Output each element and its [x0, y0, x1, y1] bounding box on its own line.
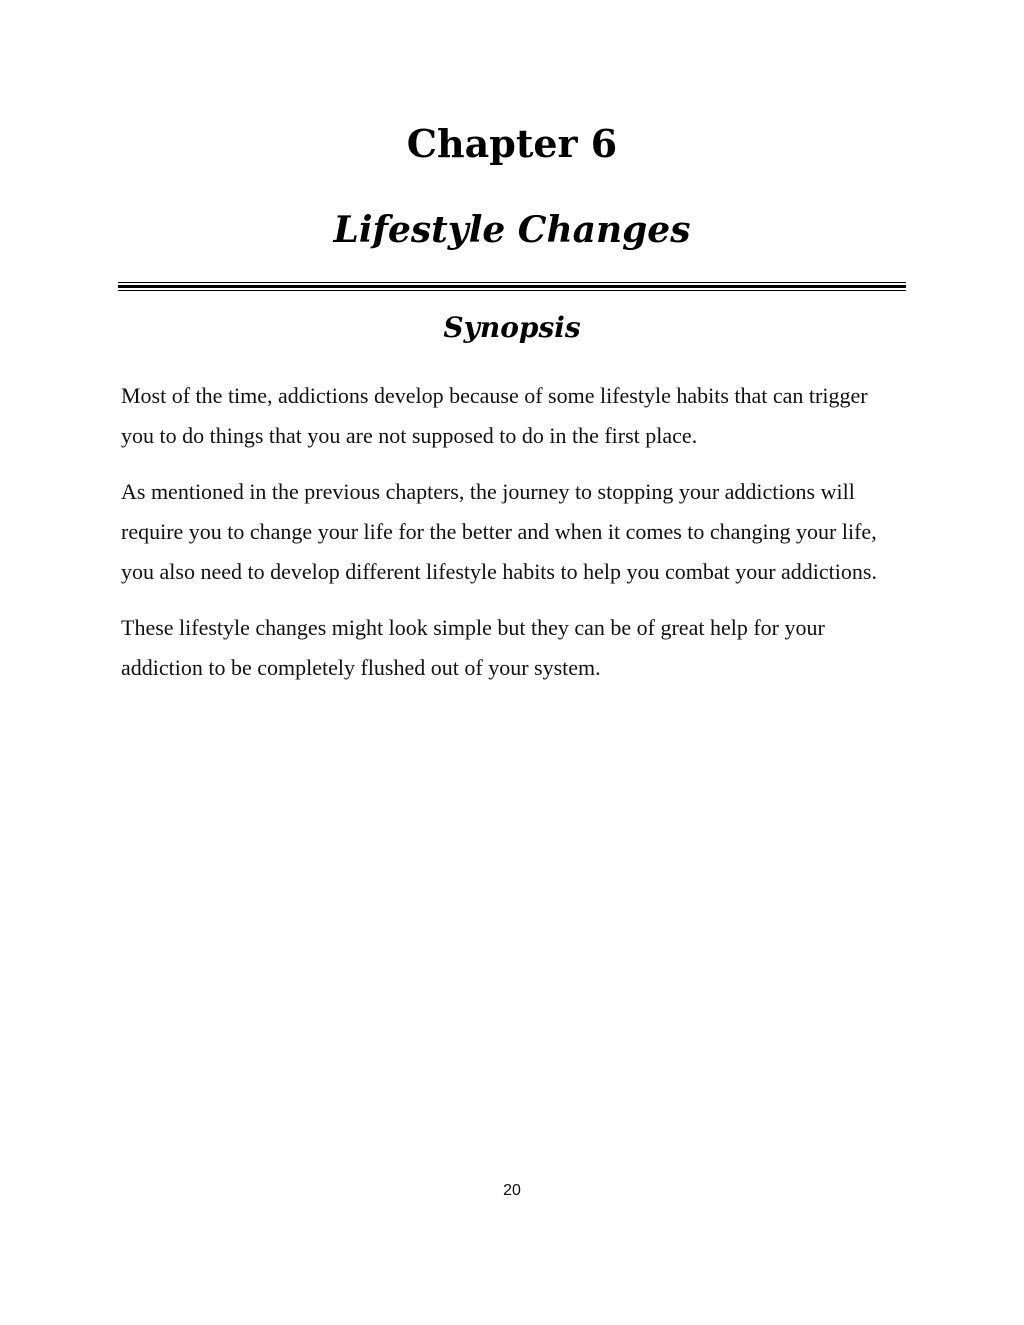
paragraph: Most of the time, addictions develop because of some lifestyle habits that can trigger you to do things that you are not supposed to do in the first place.: [121, 383, 868, 448]
paragraph: These lifestyle changes might look simple but they can be of great help for your addiction to be completely flushed out of your system.: [121, 615, 825, 680]
section-divider: [118, 282, 906, 292]
paragraph: As mentioned in the previous chapters, the journey to stopping your addictions will require you to change your life for the better and when it comes to changing your life, you also need to develop different lifestyle habits to help you combat your addictions.: [121, 479, 877, 584]
chapter-title: Chapter 6: [406, 121, 618, 166]
chapter-subtitle: Lifestyle Changes: [333, 209, 691, 251]
divider-line-top: [118, 282, 906, 283]
section-heading: Synopsis: [443, 311, 581, 344]
body-text: [121, 376, 891, 704]
page-number: 20: [503, 1182, 521, 1199]
divider-line-middle: [118, 285, 906, 288]
divider-line-bottom: [118, 290, 906, 291]
